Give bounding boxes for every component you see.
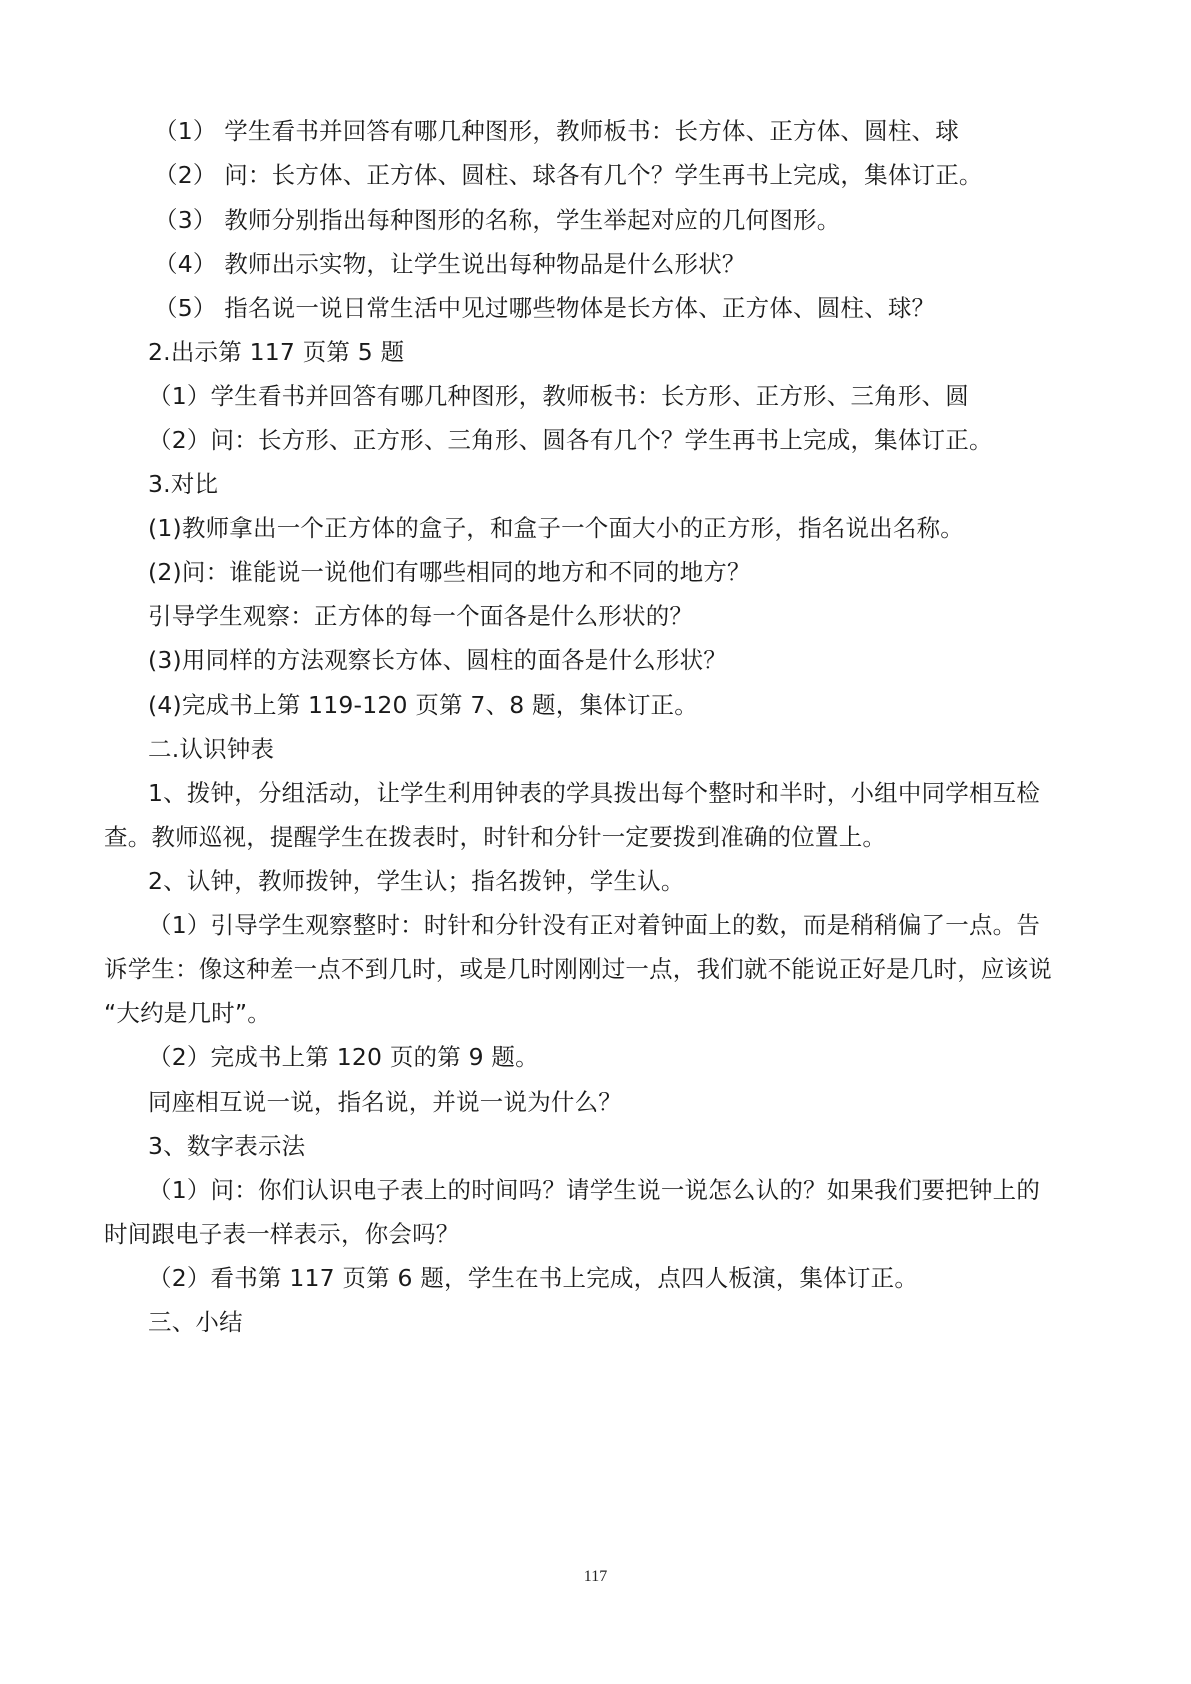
- text-line: 同座相互说一说，指名说，并说一说为什么？: [148, 1088, 622, 1116]
- text-line: 1、拨钟，分组活动，让学生利用钟表的学具拨出每个整时和半时，小组中同学相互检: [148, 779, 1041, 807]
- text-line: （2）完成书上第 120 页的第 9 题。: [148, 1043, 539, 1071]
- text-line: （1）学生看书并回答有哪几种图形，教师板书：长方形、正方形、三角形、圆: [148, 382, 969, 410]
- section-heading: 三、小结: [148, 1308, 243, 1336]
- text-line: 诉学生：像这种差一点不到几时，或是几时刚刚过一点，我们就不能说正好是几时，应该说: [104, 955, 1052, 983]
- text-line: （1）引导学生观察整时：时针和分针没有正对着钟面上的数，而是稍稍偏了一点。告: [148, 911, 1041, 939]
- text-line: （2） 问：长方体、正方体、圆柱、球各有几个？学生再书上完成，集体订正。: [154, 161, 983, 189]
- text-line: 3、数字表示法: [148, 1132, 306, 1160]
- text-line: (3)用同样的方法观察长方体、圆柱的面各是什么形状？: [148, 646, 727, 674]
- text-line: （2）看书第 117 页第 6 题，学生在书上完成，点四人板演，集体订正。: [148, 1264, 919, 1292]
- text-line: 2.出示第 117 页第 5 题: [148, 338, 405, 366]
- text-line: （4） 教师出示实物，让学生说出每种物品是什么形状？: [154, 250, 746, 278]
- page-number: 117: [583, 1568, 608, 1585]
- text-line: 引导学生观察：正方体的每一个面各是什么形状的？: [148, 602, 694, 630]
- text-line: 时间跟电子表一样表示，你会吗？: [104, 1220, 460, 1248]
- text-line: “大约是几时”。: [104, 999, 271, 1027]
- text-line: （5） 指名说一说日常生活中见过哪些物体是长方体、正方体、圆柱、球？: [154, 294, 936, 322]
- text-line: 3.对比: [148, 470, 219, 498]
- text-line: （1） 学生看书并回答有哪几种图形，教师板书：长方体、正方体、圆柱、球: [154, 117, 959, 145]
- text-line: (4)完成书上第 119-120 页第 7、8 题，集体订正。: [148, 691, 698, 719]
- text-line: （1）问：你们认识电子表上的时间吗？请学生说一说怎么认的？如果我们要把钟上的: [148, 1176, 1041, 1204]
- text-line: (2)问：谁能说一说他们有哪些相同的地方和不同的地方？: [148, 558, 751, 586]
- text-line: 查。教师巡视，提醒学生在拨表时，时针和分针一定要拨到准确的位置上。: [104, 823, 887, 851]
- text-line: (1)教师拿出一个正方体的盒子，和盒子一个面大小的正方形，指名说出名称。: [148, 514, 964, 542]
- text-line: （2）问：长方形、正方形、三角形、圆各有几个？学生再书上完成，集体订正。: [148, 426, 993, 454]
- section-heading: 二.认识钟表: [148, 735, 275, 763]
- text-line: （3） 教师分别指出每种图形的名称，学生举起对应的几何图形。: [154, 206, 841, 234]
- text-line: 2、认钟，教师拨钟，学生认；指名拨钟，学生认。: [148, 867, 685, 895]
